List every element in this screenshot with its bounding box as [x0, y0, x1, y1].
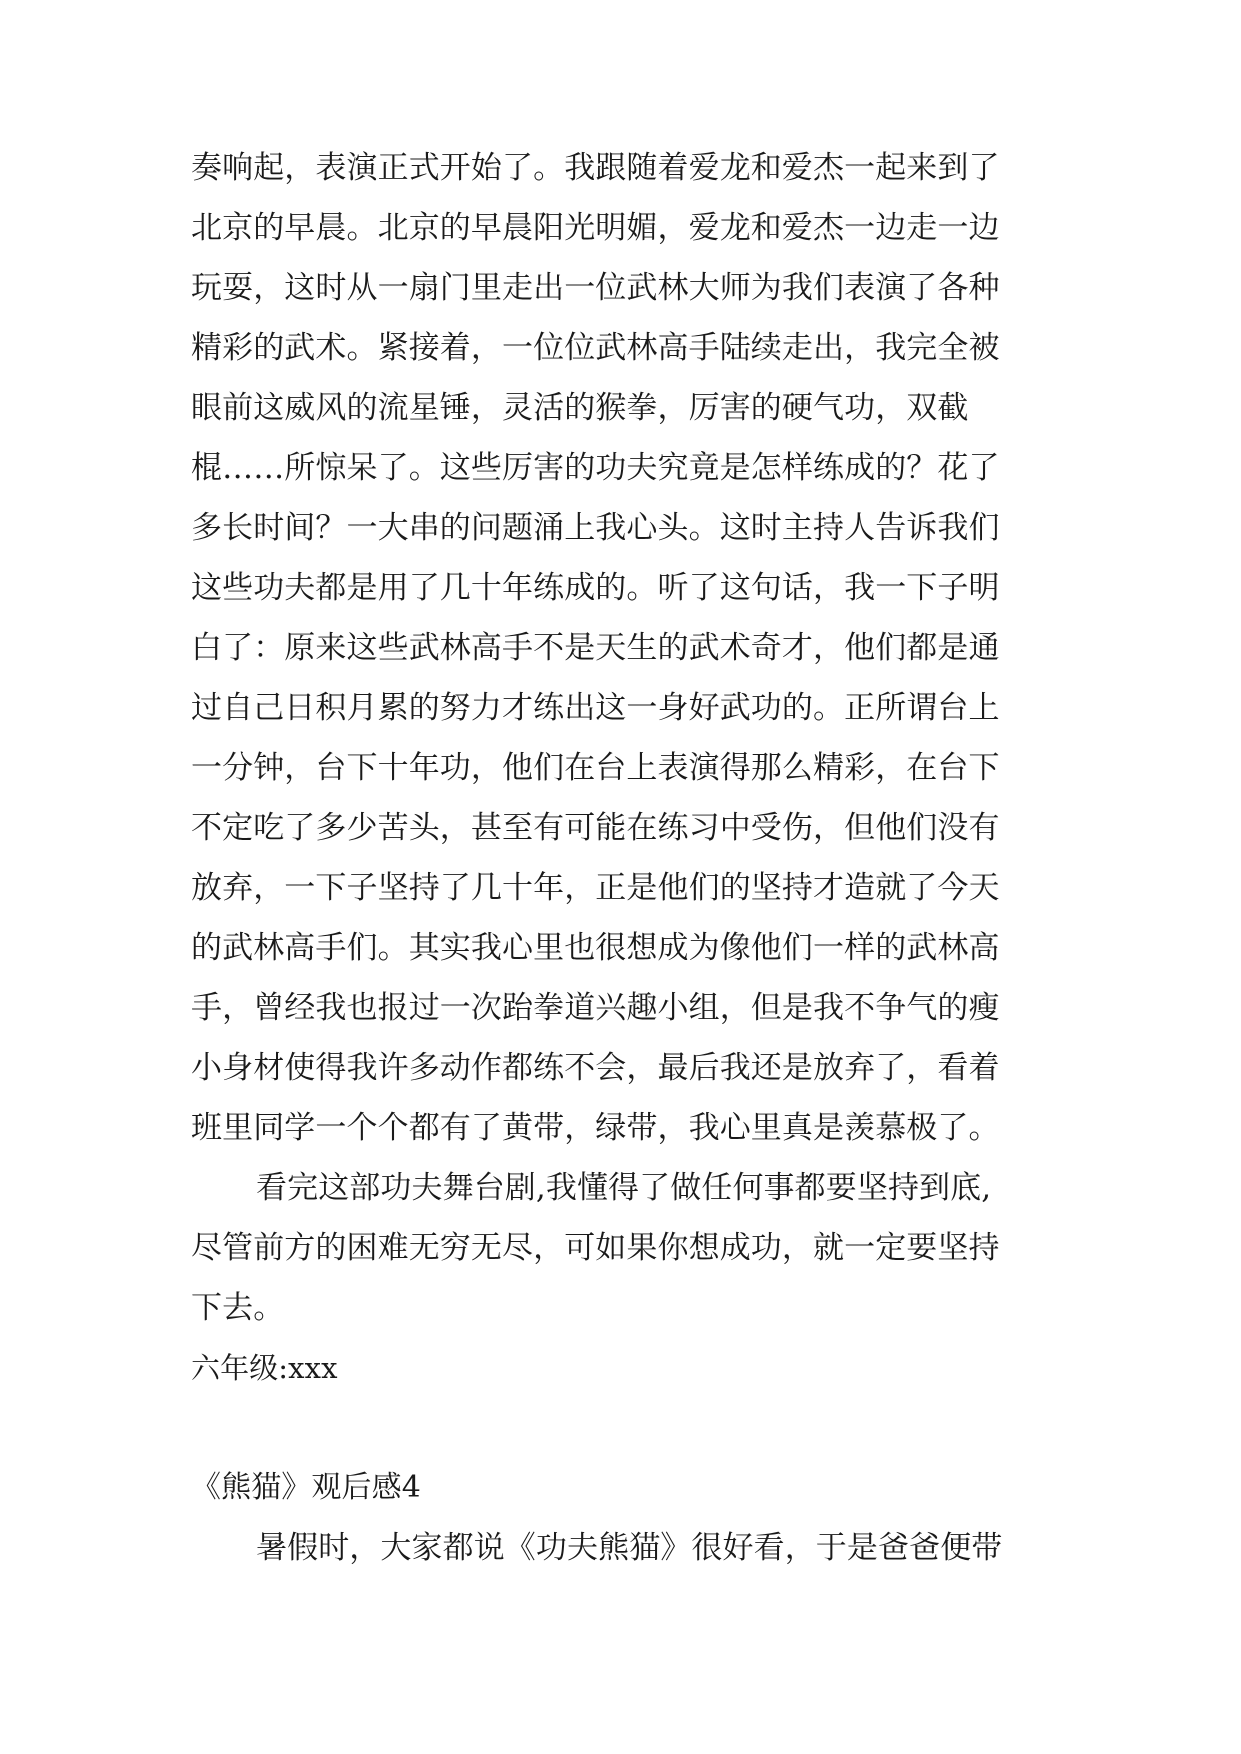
paragraph-1-line-9: 白了：原来这些武林高手不是天生的武术奇才，他们都是通: [191, 630, 1000, 666]
paragraph-1-line-5: 眼前这威风的流星锤，灵活的猴拳，厉害的硬气功，双截: [191, 390, 969, 426]
paragraph-1-line-2: 北京的早晨。北京的早晨阳光明媚，爱龙和爱杰一边走一边: [191, 210, 1000, 246]
paragraph-1-line-13: 放弃，一下子坚持了几十年，正是他们的坚持才造就了今天: [191, 870, 1000, 906]
paragraph-1-line-3: 玩耍，这时从一扇门里走出一位武林大师为我们表演了各种: [191, 270, 1000, 306]
paragraph-2-line-2: 尽管前方的困难无穷无尽，可如果你想成功，就一定要坚持: [191, 1230, 1000, 1266]
paragraph-1-line-6: 棍……所惊呆了。这些厉害的功夫究竟是怎样练成的？花了: [191, 450, 1000, 486]
signature: 六年级:xxx: [191, 1351, 338, 1385]
paragraph-1-line-8: 这些功夫都是用了几十年练成的。听了这句话，我一下子明: [191, 570, 1000, 606]
paragraph-1-line-15: 手，曾经我也报过一次跆拳道兴趣小组，但是我不争气的瘦: [191, 990, 1000, 1026]
paragraph-3-line-1: 暑假时，大家都说《功夫熊猫》很好看，于是爸爸便带: [256, 1530, 1003, 1566]
section-heading: 《熊猫》观后感4: [191, 1470, 421, 1505]
paragraph-1-line-17: 班里同学一个个都有了黄带，绿带，我心里真是羡慕极了。: [191, 1110, 1000, 1146]
paragraph-1-line-11: 一分钟，台下十年功，他们在台上表演得那么精彩，在台下: [191, 750, 1000, 786]
paragraph-1-line-10: 过自己日积月累的努力才练出这一身好武功的。正所谓台上: [191, 690, 1000, 726]
paragraph-1-line-12: 不定吃了多少苦头，甚至有可能在练习中受伤，但他们没有: [191, 810, 1000, 846]
paragraph-1-line-1: 奏响起，表演正式开始了。我跟随着爱龙和爱杰一起来到了: [191, 150, 1000, 186]
paragraph-1-line-16: 小身材使得我许多动作都练不会，最后我还是放弃了，看着: [191, 1050, 1000, 1086]
paragraph-1-line-4: 精彩的武术。紧接着，一位位武林高手陆续走出，我完全被: [191, 330, 1000, 366]
paragraph-1-line-14: 的武林高手们。其实我心里也很想成为像他们一样的武林高: [191, 930, 1000, 966]
paragraph-2-line-3: 下去。: [191, 1290, 285, 1326]
paragraph-1-line-7: 多长时间？一大串的问题涌上我心头。这时主持人告诉我们: [191, 510, 1000, 546]
paragraph-2-line-1: 看完这部功夫舞台剧,我懂得了做任何事都要坚持到底,: [256, 1170, 992, 1206]
